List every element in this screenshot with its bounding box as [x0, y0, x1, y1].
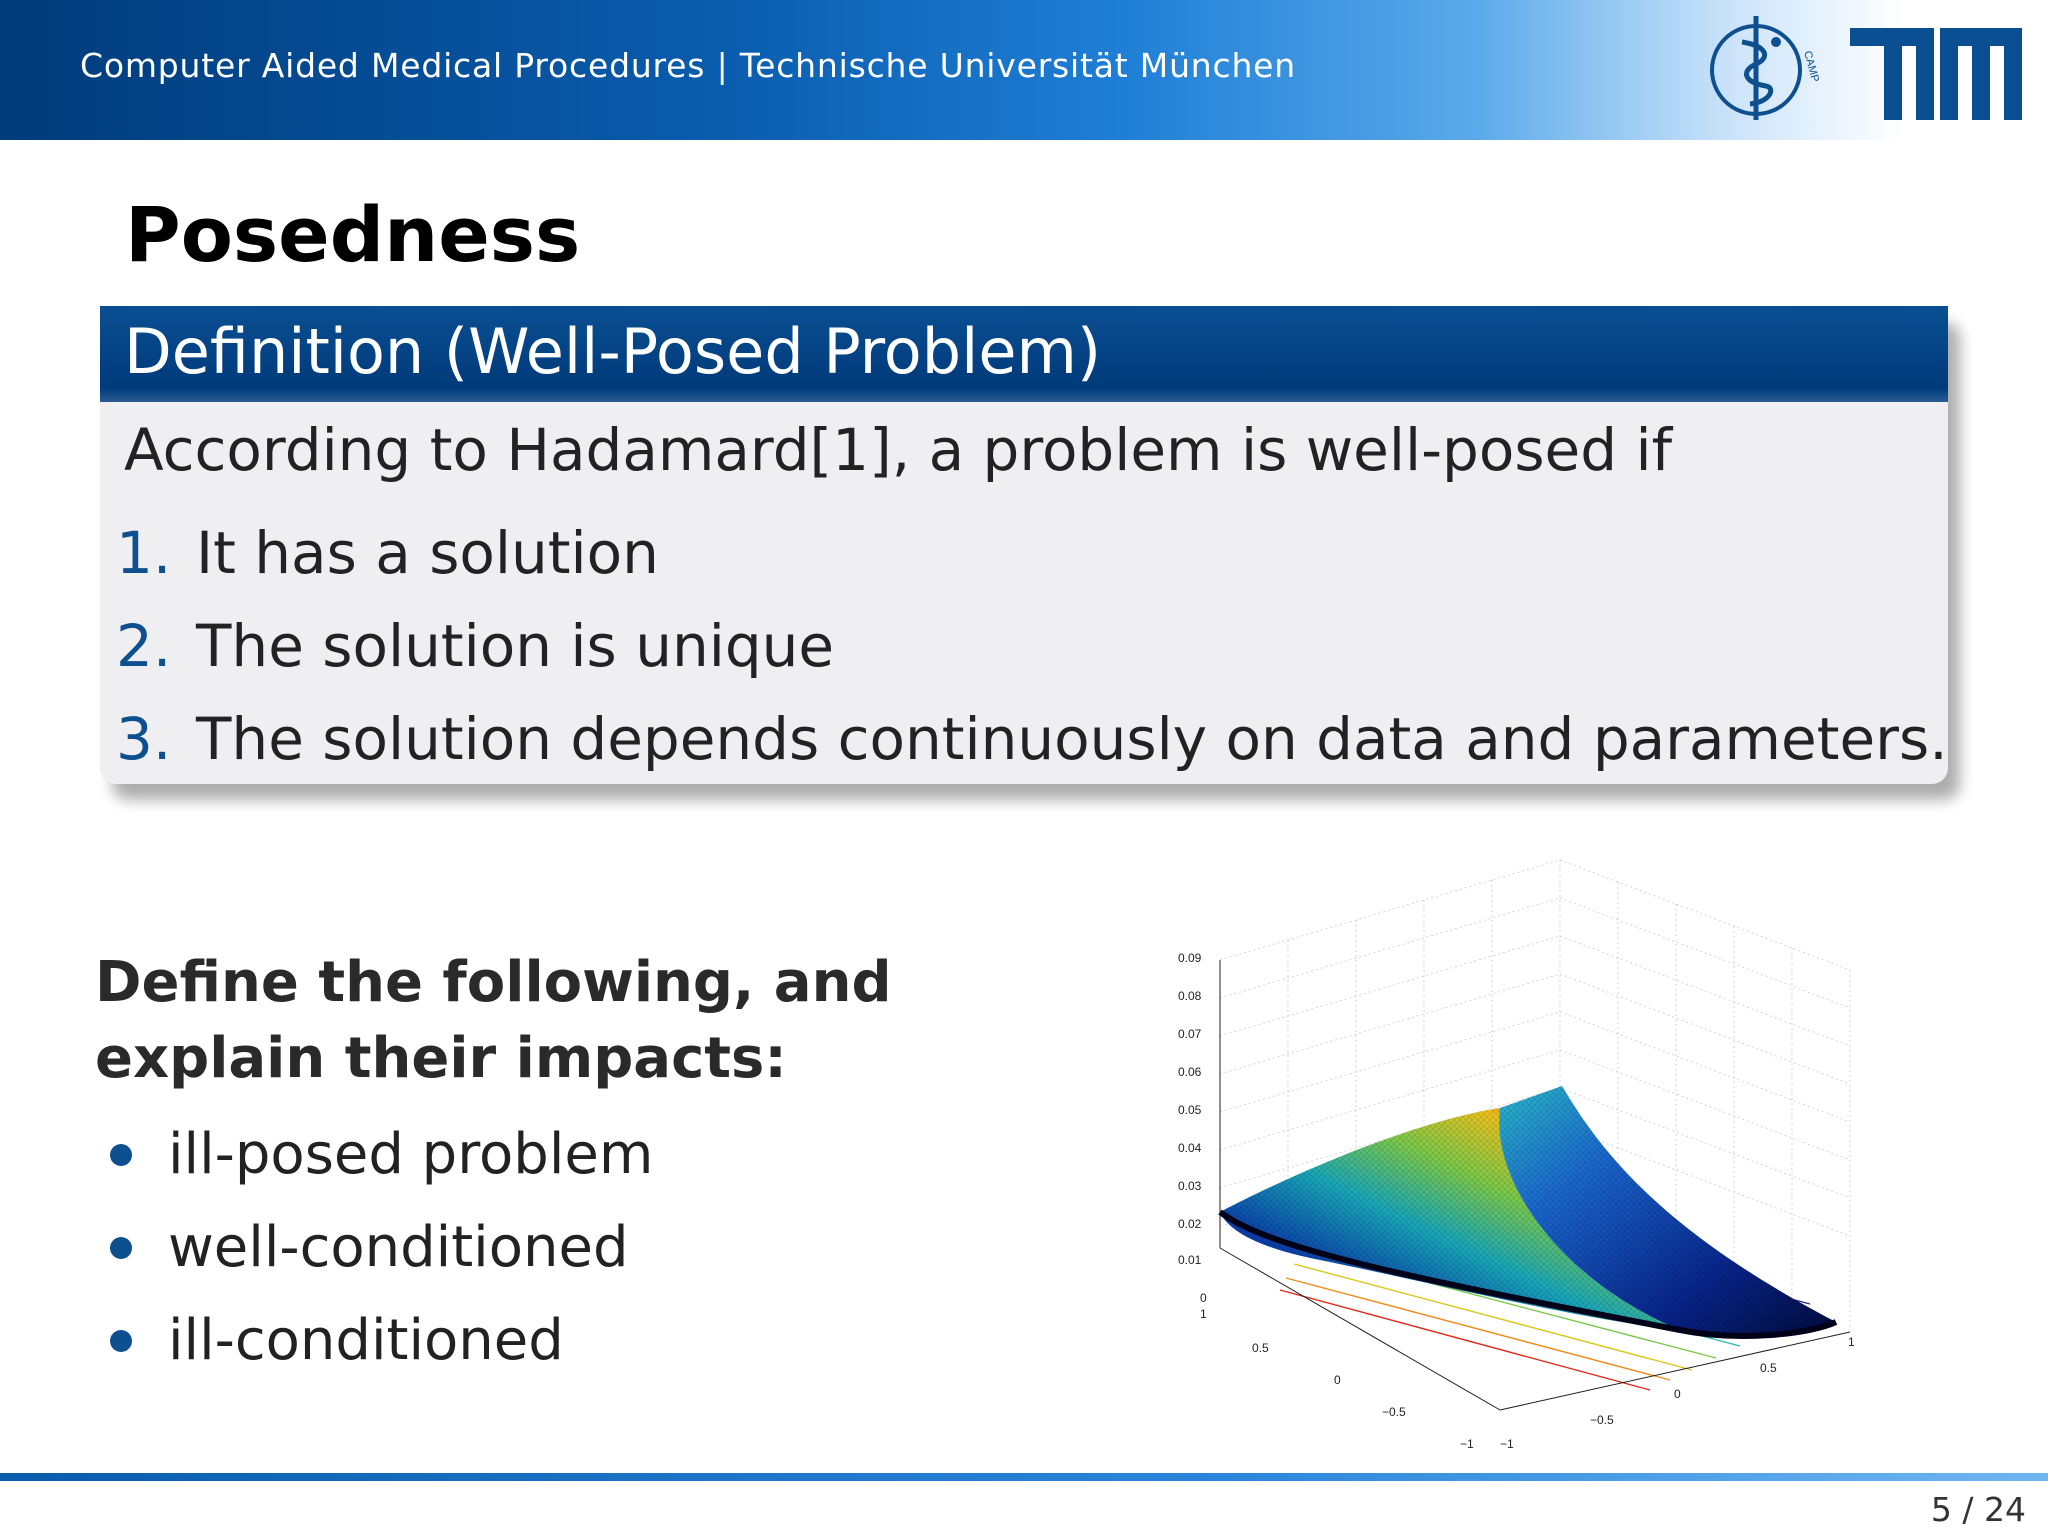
- bullet-text: ill-conditioned: [168, 1308, 564, 1373]
- page-number: 5 / 24: [1930, 1490, 2026, 1529]
- list-item: [116, 506, 1948, 599]
- y-tick-label: −0.5: [1590, 1413, 1614, 1427]
- svg-text:CAMP: CAMP: [1801, 49, 1821, 84]
- bullet-list: [110, 1108, 653, 1387]
- y-tick-label: −1: [1500, 1437, 1514, 1451]
- list-number: 1.: [116, 518, 172, 587]
- list-number: 3.: [116, 704, 172, 773]
- definition-title: Definition (Well-Posed Problem): [100, 306, 1948, 402]
- x-axis-ticks: [1200, 1307, 1474, 1451]
- list-number: 2.: [116, 611, 172, 680]
- z-tick-label: 0: [1200, 1291, 1207, 1305]
- z-axis-ticks: [1178, 951, 1207, 1305]
- list-item: [116, 692, 1948, 785]
- bullet-text: well-conditioned: [168, 1215, 629, 1280]
- z-tick-label: 0.02: [1178, 1217, 1202, 1231]
- definition-intro: According to Hadamard[1], a problem is well-posed if: [124, 416, 1673, 484]
- definition-block: [100, 306, 1948, 784]
- y-axis-ticks: [1500, 1335, 1855, 1451]
- x-tick-label: −1: [1460, 1437, 1474, 1451]
- list-text: It has a solution: [196, 518, 659, 587]
- slide-title: Posedness: [125, 190, 581, 279]
- z-tick-label: 0.01: [1178, 1253, 1202, 1267]
- surface-plot: [1160, 850, 1880, 1470]
- definition-list: [116, 506, 1948, 785]
- header-text: Computer Aided Medical Procedures | Technische Universität München: [80, 46, 1296, 85]
- list-item: [116, 599, 1948, 692]
- list-text: The solution depends continuously on data and parameters.: [196, 704, 1948, 773]
- header-banner: [0, 0, 2048, 140]
- bullet-dot-icon: [110, 1237, 132, 1259]
- z-tick-label: 0.03: [1178, 1179, 1202, 1193]
- task-heading-line1: Define the following, and: [95, 950, 892, 1015]
- y-tick-label: 1: [1848, 1335, 1855, 1349]
- z-tick-label: 0.07: [1178, 1027, 1202, 1041]
- list-item: [110, 1201, 653, 1294]
- list-item: [110, 1108, 653, 1201]
- z-tick-label: 0.04: [1178, 1141, 1202, 1155]
- bullet-dot-icon: [110, 1330, 132, 1352]
- list-item: [110, 1294, 653, 1387]
- z-tick-label: 0.05: [1178, 1103, 1202, 1117]
- x-tick-label: 1: [1200, 1307, 1207, 1321]
- y-tick-label: 0.5: [1760, 1361, 1777, 1375]
- z-tick-label: 0.06: [1178, 1065, 1202, 1079]
- task-heading: [95, 945, 892, 1097]
- x-tick-label: 0: [1334, 1373, 1341, 1387]
- task-heading-line2: explain their impacts:: [95, 1026, 787, 1091]
- x-tick-label: 0.5: [1252, 1341, 1269, 1355]
- bullet-text: ill-posed problem: [168, 1122, 654, 1187]
- z-tick-label: 0.09: [1178, 951, 1202, 965]
- bullet-dot-icon: [110, 1144, 132, 1166]
- footer-bar: [0, 1473, 2048, 1481]
- y-tick-label: 0: [1674, 1387, 1681, 1401]
- x-tick-label: −0.5: [1382, 1405, 1406, 1419]
- tum-logo: [1850, 28, 2022, 120]
- camp-logo: [1706, 12, 1821, 124]
- z-tick-label: 0.08: [1178, 989, 1202, 1003]
- list-text: The solution is unique: [196, 611, 835, 680]
